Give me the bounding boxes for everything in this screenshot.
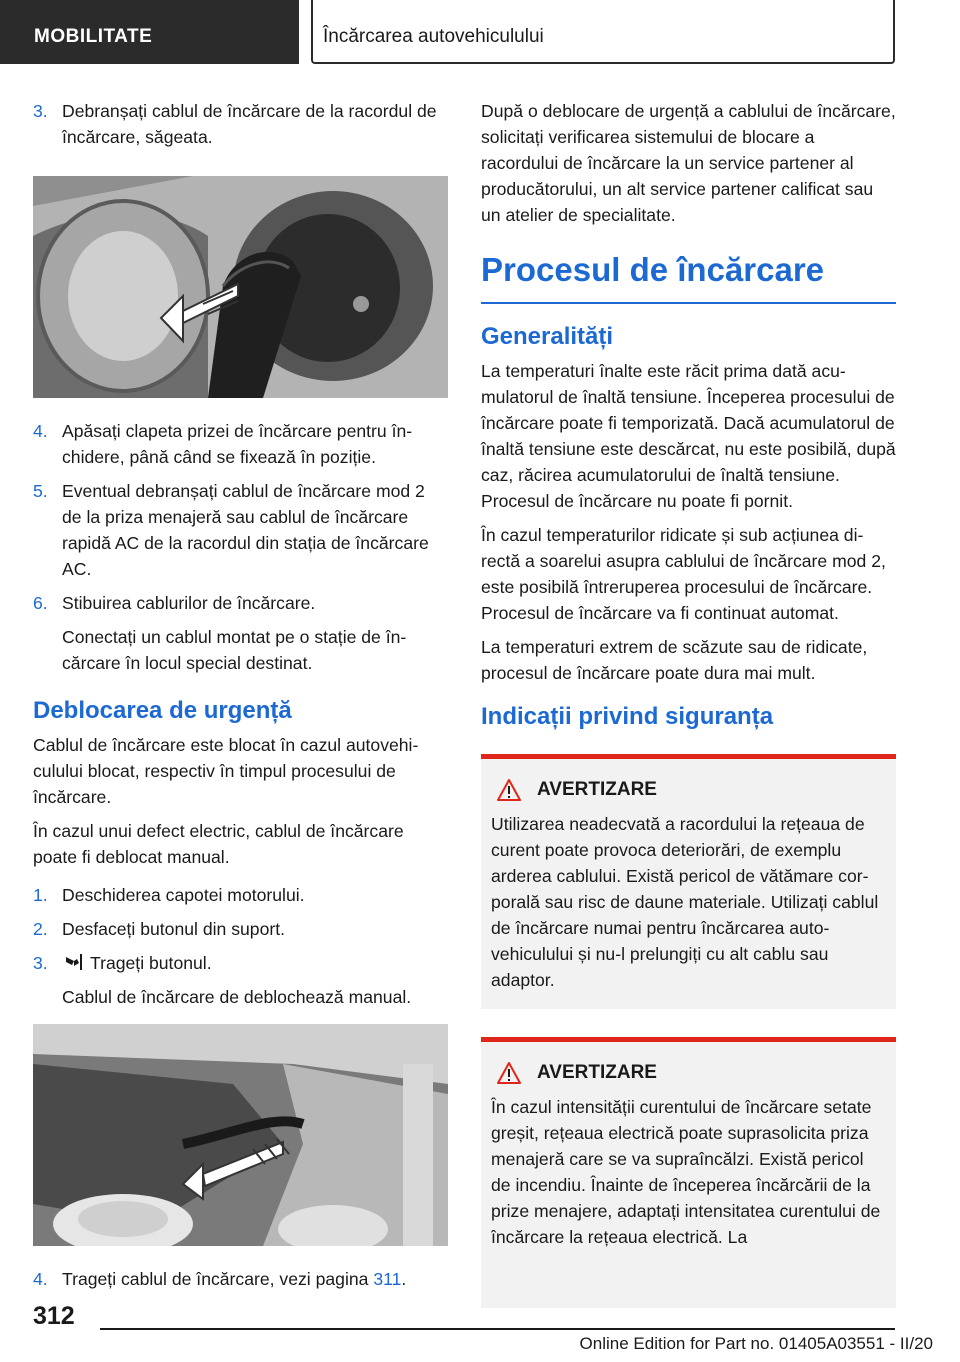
emergency-heading: Deblocarea de urgență <box>33 697 292 724</box>
process-heading: Procesul de încărcare <box>481 251 825 288</box>
page-reference-link[interactable]: 311 <box>373 1269 402 1289</box>
list-text: Apăsați clapeta prizei de încărcare pentru închidere, până când se fixează în poziție. <box>62 421 413 467</box>
list-item <box>33 882 448 908</box>
chapter-title: Încărcarea autovehiculului <box>323 26 544 47</box>
page-number: 312 <box>33 1302 75 1330</box>
list-number: 4. <box>33 421 48 441</box>
list-text-end: . <box>401 1269 407 1289</box>
warning-title <box>491 1060 882 1086</box>
warning-title <box>491 777 882 803</box>
list-item <box>33 590 448 676</box>
charging-port-illustration <box>33 176 448 398</box>
list-text: Desfaceți butonul din suport. <box>62 919 285 939</box>
paragraph: La temperaturi extrem de scăzute sau de ridicate, procesul de încărcare poate dura mai mult. <box>481 637 868 683</box>
chapter-tab <box>311 0 895 64</box>
list-number: 3. <box>33 101 48 121</box>
warning-text-clip <box>491 1094 882 1308</box>
list-number: 6. <box>33 593 48 613</box>
list-item <box>33 418 448 470</box>
paragraph: În cazul unui defect electric, cablul de încărcare poate fi deblocat manual. <box>33 821 404 867</box>
paragraph: La temperaturi înalte este răcit prima dată acumulatorul de înaltă tensiune. Începerea procesului de încărcare poate fi temporizată. Dacă acumulatorul de înaltă tensiune este descărcat, nu este posibilă, după caz, răcirea acumulatorului de înaltă tensiune. Procesul de încărcare nu poate fi pornit. <box>481 361 896 511</box>
warning-triangle-icon <box>497 779 521 801</box>
list-subtext: Cablul de încărcare de deblochează manual. <box>62 987 412 1007</box>
list-text: Trageți cablul de încărcare, vezi pagina <box>62 1269 374 1289</box>
list-text: Deschiderea capotei motorului. <box>62 885 305 905</box>
list-subtext: Conectați un cablul montat pe o stație de încărcare în locul special destinat. <box>62 627 407 673</box>
warning-label: AVERTIZARE <box>537 779 657 800</box>
list-item <box>33 98 448 150</box>
warning-box <box>481 754 896 1009</box>
list-text: Debranșați cablul de încărcare de la racordul de încărcare, săgeata. <box>62 101 437 147</box>
safety-heading: Indicații privind siguranța <box>481 703 774 730</box>
edition-text: Online Edition for Part no. 01405A03551 - II/20 <box>579 1334 933 1353</box>
general-heading: Generalități <box>481 323 614 350</box>
pull-hand-icon <box>62 951 84 973</box>
list-number: 5. <box>33 481 48 501</box>
section-tab <box>0 0 299 64</box>
section-title: MOBILITATE <box>34 26 153 47</box>
left-column <box>33 98 448 1300</box>
warning-box <box>481 1037 896 1308</box>
warning-label: AVERTIZARE <box>537 1062 657 1083</box>
charging-port-photo <box>33 176 448 398</box>
warning-triangle-icon <box>497 1062 521 1084</box>
paragraph: Cablul de încărcare este blocat în cazul autovehiculului blocat, respectiv în timpul procesului de încărcare. <box>33 735 419 807</box>
list-item <box>33 478 448 582</box>
heading-rule <box>481 302 896 304</box>
engine-bay-illustration <box>33 1024 448 1246</box>
warning-text: Utilizarea neadecvată a racordului la rețeaua de curent poate provoca deteriorări, de exemplu arderea cablului. Există pericol de vătămare corporală sau risc de daune materiale. Utilizați cablul de încărcare numai pentru încărcarea autovehiculului și nu-l prelungiți cu alt cablu sau adaptor. <box>491 814 879 990</box>
list-number: 1. <box>33 885 48 905</box>
paragraph: După o deblocare de urgență a cablului de încărcare, solicitați verificarea sistemului de blocare a racordului de încărcare la un service partener al producătorului, un alt service partener calificat sau un atelier de specialitate. <box>481 101 896 225</box>
footer-rule <box>100 1328 895 1330</box>
list-number: 2. <box>33 919 48 939</box>
list-text: Stibuirea cablurilor de încărcare. <box>62 593 316 613</box>
list-number: 3. <box>33 953 48 973</box>
list-item <box>33 1266 448 1292</box>
list-item <box>33 916 448 942</box>
paragraph: În cazul temperaturilor ridicate și sub acțiunea directă a soarelui asupra cablului de încărcare mod 2, este posibilă întreruperea procesului de încărcare. Procesul de încărcare va fi continuat automat. <box>481 525 886 623</box>
list-number: 4. <box>33 1269 48 1289</box>
list-item <box>33 950 448 1010</box>
right-column <box>481 98 896 1308</box>
list-text: Trageți butonul. <box>90 953 212 973</box>
engine-bay-photo <box>33 1024 448 1246</box>
warning-text: În cazul intensității curentului de încărcare setate greșit, rețeaua electrică poate suprasolicita priza menajeră care se va supraîncălzi. Există pericol de incendiu. Înainte de începerea încărcării de la prize menajere, adaptați intensitatea curentului de încărcare la rețeaua electrică. La <box>491 1097 881 1247</box>
list-text: Eventual debranșați cablul de încărcare mod 2 de la priza menajeră sau cablul de încărcare rapidă AC de la racordul din stația de încărcare AC. <box>62 481 429 579</box>
